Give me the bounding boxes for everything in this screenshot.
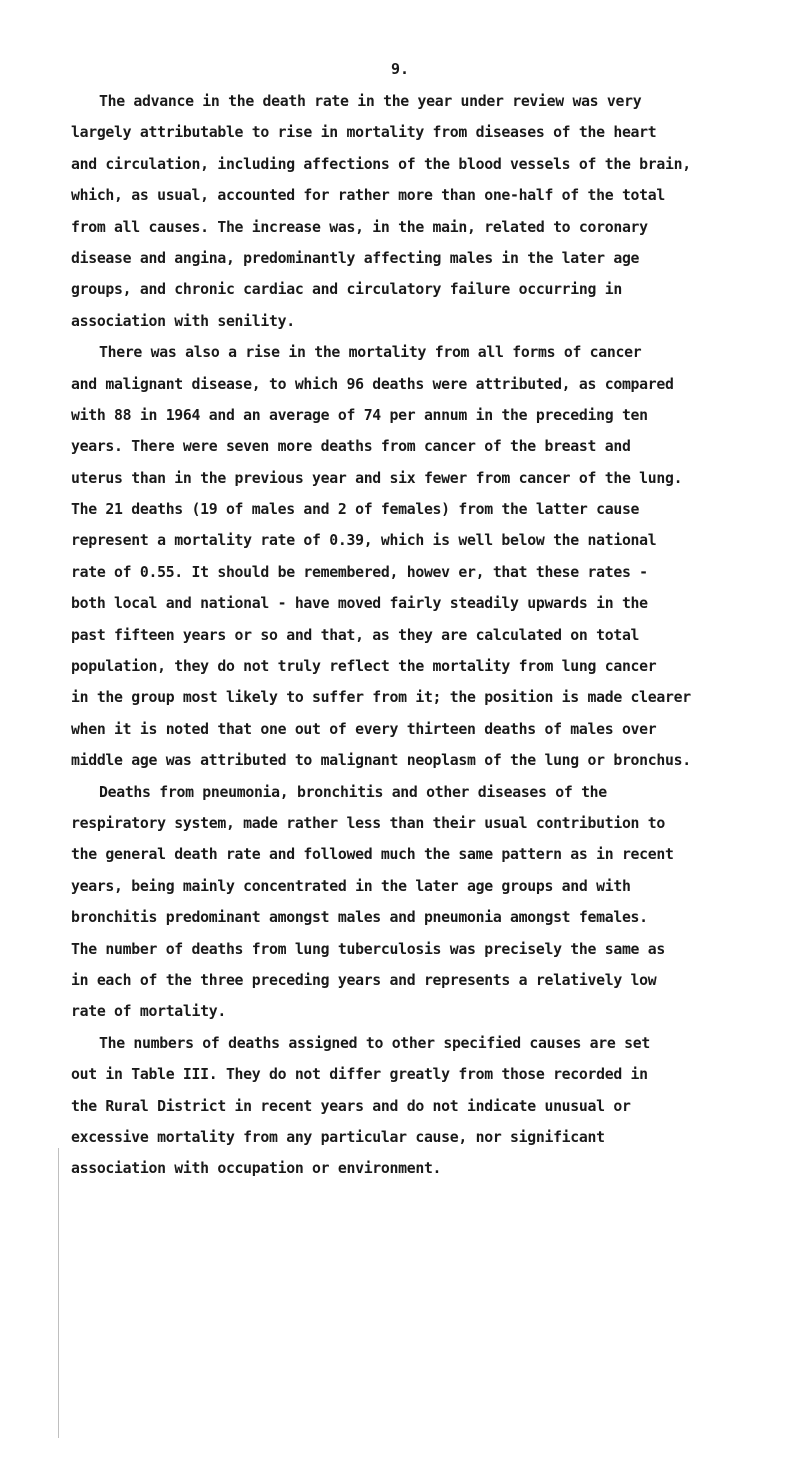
text-line: respiratory system, made rather less than their usual contribution to [71, 814, 665, 832]
text-line: bronchitis predominant amongst males and pneumonia amongst females. [71, 909, 648, 927]
text-line: The 21 deaths (19 of males and 2 of females) from the latter cause [71, 501, 640, 519]
text-line: from all causes. The increase was, in the main, related to coronary [71, 218, 648, 236]
text-line: largely attributable to rise in mortality from diseases of the heart [71, 124, 657, 142]
text-line: excessive mortality from any particular cause, nor significant [71, 1128, 605, 1146]
text-line: There was also a rise in the mortality from all forms of cancer [99, 344, 642, 362]
text-line: rate of mortality. [71, 1003, 226, 1021]
text-line: groups, and chronic cardiac and circulatory failure occurring in [71, 281, 622, 299]
text-line: association with senility. [71, 312, 295, 330]
text-line: out in Table III. They do not differ greatly from those recorded in [71, 1066, 648, 1084]
text-line: uterus than in the previous year and six fewer from cancer of the lung. [71, 469, 683, 487]
text-line: the general death rate and followed much the same pattern as in recent [71, 846, 674, 864]
text-line: The number of deaths from lung tuberculosis was precisely the same as [71, 940, 665, 958]
text-line: when it is noted that one out of every thirteen deaths of males over [71, 720, 657, 738]
text-line: the Rural District in recent years and do not indicate unusual or [71, 1097, 631, 1115]
text-line: past fifteen years or so and that, as they are calculated on total [71, 626, 640, 644]
text-line: in each of the three preceding years and represents a relatively low [71, 971, 657, 989]
text-line: middle age was attributed to malignant neoplasm of the lung or bronchus. [71, 752, 691, 770]
text-line: population, they do not truly reflect the mortality from lung cancer [71, 658, 657, 676]
text-line: and circulation, including affections of the blood vessels of the brain, [71, 155, 691, 173]
text-line: Deaths from pneumonia, bronchitis and other diseases of the [99, 783, 607, 801]
text-line: years. There were seven more deaths from cancer of the breast and [71, 438, 631, 456]
scan-margin-line [58, 1148, 59, 1438]
text-line: The advance in the death rate in the year under review was very [99, 93, 642, 110]
body-text [71, 86, 771, 1185]
text-line: with 88 in 1964 and an average of 74 per annum in the preceding ten [71, 406, 648, 424]
text-line: disease and angina, predominantly affecting males in the later age [71, 249, 640, 267]
text-line: which, as usual, accounted for rather more than one-half of the total [71, 187, 665, 205]
text-line: represent a mortality rate of 0.39, which is well below the national [71, 532, 657, 550]
text-line: The numbers of deaths assigned to other specified causes are set [99, 1034, 650, 1052]
text-line: association with occupation or environment. [71, 1160, 442, 1178]
text-line: both local and national - have moved fairly steadily upwards in the [71, 595, 648, 613]
text-line: years, being mainly concentrated in the later age groups and with [71, 877, 631, 895]
text-line: in the group most likely to suffer from it; the position is made clearer [71, 689, 691, 707]
page-number: 9. [390, 60, 410, 78]
text-line: rate of 0.55. It should be remembered, howev er, that these rates - [71, 563, 648, 581]
text-line: and malignant disease, to which 96 deaths were attributed, as compared [71, 375, 674, 393]
